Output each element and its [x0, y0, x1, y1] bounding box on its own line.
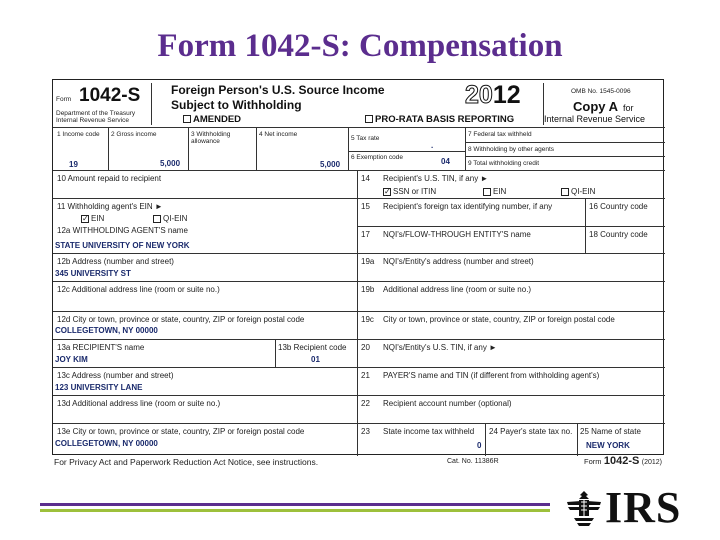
box13b-value[interactable]: 01 — [311, 355, 320, 364]
box23-number: 23 — [361, 427, 370, 436]
federal-tax-label: 7 Federal tax withheld — [468, 131, 532, 138]
box13b-label: 13b Recipient code — [278, 343, 347, 352]
box15-number: 15 — [361, 202, 370, 211]
box15-label: Recipient's foreign tax identifying number, if any — [383, 202, 553, 211]
form-ref-number: 1042-S — [603, 455, 640, 467]
box10-label: 10 Amount repaid to recipient — [57, 174, 162, 183]
catalog-number: Cat. No. 11386R — [447, 458, 499, 465]
box11-qiein-label: QI-EIN — [163, 214, 188, 223]
box14-qiein-checkbox[interactable] — [561, 188, 569, 196]
box12d-label: 12d City or town, province or state, country, ZIP or foreign postal code — [57, 315, 305, 324]
box25-label: 25 Name of state — [580, 427, 641, 436]
amended-checkbox-label[interactable] — [183, 114, 241, 125]
box12d-value[interactable]: COLLEGETOWN, NY 00000 — [55, 326, 158, 335]
box21-number: 21 — [361, 371, 370, 380]
prorata-checkbox[interactable] — [365, 115, 373, 123]
box16-label: 16 Country code — [589, 202, 648, 211]
box14-label: Recipient's U.S. TIN, if any ► — [383, 174, 489, 183]
box12b-label: 12b Address (number and street) — [57, 257, 174, 266]
total-credit-label: 9 Total withholding credit — [468, 160, 540, 167]
footer-purple-line — [40, 503, 550, 506]
box11-label: 11 Withholding agent's EIN ► — [57, 202, 163, 211]
form-reference — [584, 455, 662, 467]
box14-ssn[interactable] — [383, 187, 436, 196]
form-number: 1042-S — [79, 85, 141, 106]
income-code-value[interactable]: 19 — [69, 160, 78, 169]
box17-number: 17 — [361, 230, 370, 239]
omb-number: OMB No. 1545-0096 — [571, 88, 631, 95]
box24-label: 24 Payer's state tax no. — [489, 427, 573, 436]
exemption-code-label: 6 Exemption code — [351, 154, 404, 161]
amended-label: AMENDED — [193, 114, 242, 125]
tax-rate-value[interactable]: . — [431, 141, 434, 150]
income-code-label: 1 Income code — [57, 131, 100, 138]
box22-label: Recipient account number (optional) — [383, 399, 512, 408]
box14-qiein[interactable] — [561, 187, 595, 196]
copy-a: Copy A — [573, 99, 619, 114]
box17-label: NQI's/FLOW-THROUGH ENTITY'S name — [383, 230, 531, 239]
net-income-label: 4 Net income — [259, 131, 298, 138]
gross-income-value[interactable]: 5,000 — [160, 159, 181, 168]
box11-qiein[interactable] — [153, 214, 187, 223]
form-title-line2: Subject to Withholding — [171, 98, 302, 112]
tax-year — [465, 81, 521, 110]
irs-wordmark: IRS — [605, 483, 682, 532]
gross-income-label: 2 Gross income — [111, 131, 157, 138]
box12c-label: 12c Additional address line (room or suite no.) — [57, 285, 220, 294]
other-agents-label: 8 Withholding by other agents — [468, 146, 554, 153]
box18-label: 18 Country code — [589, 230, 648, 239]
box13d-label: 13d Additional address line (room or suite no.) — [57, 399, 221, 408]
prorata-label: PRO-RATA BASIS REPORTING — [375, 114, 515, 125]
form-word: Form — [56, 96, 72, 103]
box11-ein-checkbox[interactable]: ✓ — [82, 213, 89, 223]
withholding-allowance-label: 3 Withholding allowance — [191, 131, 231, 145]
box12a-label: 12a WITHHOLDING AGENT'S name — [57, 226, 188, 235]
box11-qiein-checkbox[interactable] — [153, 215, 161, 223]
box13e-label: 13e City or town, province or state, country, ZIP or foreign postal code — [57, 427, 305, 436]
box13a-value[interactable]: JOY KIM — [55, 355, 88, 364]
box12b-value[interactable]: 345 UNIVERSITY ST — [55, 269, 131, 278]
box11-ein[interactable] — [81, 214, 104, 223]
box19c-label: City or town, province or state, country, ZIP or foreign postal code — [383, 315, 615, 324]
dept-line1: Department of the Treasury — [56, 110, 136, 117]
box25-value[interactable]: NEW YORK — [586, 441, 630, 450]
box22-number: 22 — [361, 399, 370, 408]
dept-line2: Internal Revenue Service — [56, 117, 129, 124]
box11-ein-label: EIN — [91, 214, 105, 223]
box14-ssn-checkbox[interactable]: ✓ — [384, 186, 391, 196]
exemption-code-value[interactable]: 04 — [441, 157, 450, 166]
box14-number: 14 — [361, 174, 370, 183]
box14-ein-label: EIN — [493, 187, 507, 196]
footer-green-line — [40, 509, 550, 512]
box20-number: 20 — [361, 343, 370, 352]
slide-title: Form 1042-S: Compensation — [157, 28, 563, 64]
box14-ein[interactable] — [483, 187, 506, 196]
box13c-value[interactable]: 123 UNIVERSITY LANE — [55, 383, 143, 392]
box13e-value[interactable]: COLLEGETOWN, NY 00000 — [55, 439, 158, 448]
box23-label: State income tax withheld — [383, 427, 475, 436]
box19b-number: 19b — [361, 285, 375, 294]
amended-checkbox[interactable] — [183, 115, 191, 123]
box19b-label: Additional address line (room or suite no.) — [383, 285, 532, 294]
tax-year-outline: 20 — [465, 81, 493, 109]
box14-ein-checkbox[interactable] — [483, 188, 491, 196]
copy-for: for — [623, 103, 634, 113]
tax-rate-label: 5 Tax rate — [351, 135, 380, 142]
eagle-icon — [565, 488, 603, 528]
box13a-label: 13a RECIPIENT'S name — [57, 343, 145, 352]
copy-recipient: Internal Revenue Service — [544, 114, 646, 124]
box14-ssn-label: SSN or ITIN — [393, 187, 437, 196]
irs-logo — [565, 483, 682, 532]
box20-label: NQI's/Entity's U.S. TIN, if any ► — [383, 343, 497, 352]
box13c-label: 13c Address (number and street) — [57, 371, 174, 380]
box14-qiein-label: QI-EIN — [571, 187, 596, 196]
box19c-number: 19c — [361, 315, 374, 324]
box19a-number: 19a — [361, 257, 375, 266]
box23-value[interactable]: 0 — [477, 441, 482, 450]
net-income-value[interactable]: 5,000 — [320, 160, 341, 169]
privacy-notice: For Privacy Act and Paperwork Reduction Act Notice, see instructions. — [54, 457, 319, 467]
box19a-label: NQI's/Entity's address (number and street) — [383, 257, 534, 266]
prorata-checkbox-label[interactable] — [365, 114, 514, 125]
form-1042s — [52, 79, 664, 455]
form-title-line1: Foreign Person's U.S. Source Income — [171, 83, 385, 97]
box21-label: PAYER'S name and TIN (if different from withholding agent's) — [383, 371, 600, 380]
tax-year-solid: 12 — [492, 81, 521, 109]
form-ref-word: Form — [584, 457, 602, 466]
form-ref-year: (2012) — [641, 459, 662, 466]
box12a-value[interactable]: STATE UNIVERSITY OF NEW YORK — [55, 241, 190, 250]
